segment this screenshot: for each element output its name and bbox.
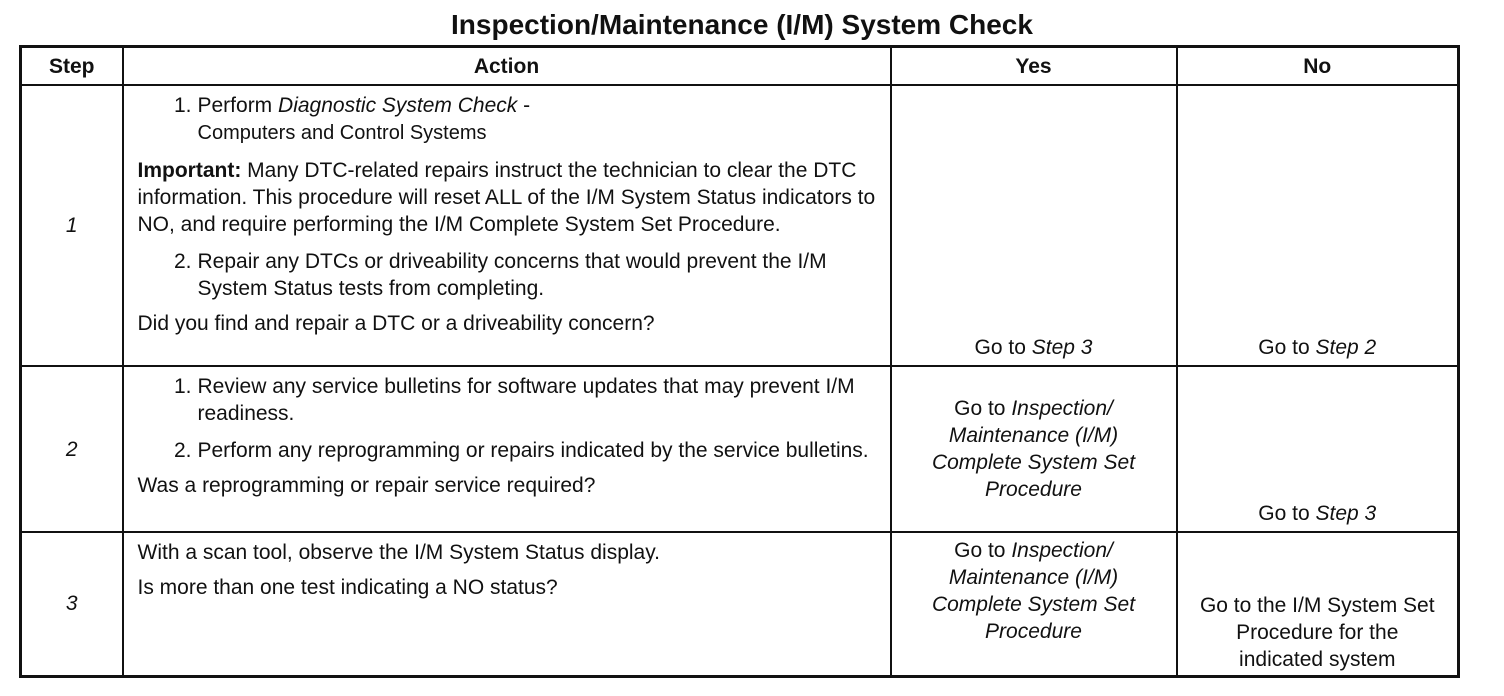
question-text: Did you find and repair a DTC or a driveability concern? [137,312,655,335]
item-number: 1. [173,375,192,398]
item-text: Perform [197,94,273,117]
item-text: Review any service bulletins for software updates that may prevent I/M readiness. [197,375,855,425]
item-subtext: Computers and Control Systems [197,122,487,144]
yes-text: Go to [954,539,1012,562]
action-cell [123,366,891,532]
list-item [138,92,880,147]
item-text-tail: - [517,94,531,117]
step-number: 3 [21,532,123,676]
table-row [21,85,1459,366]
no-link-text: Step 3 [1315,502,1377,525]
important-label: Important: [137,159,242,182]
list-item [138,437,880,464]
table-row [21,366,1459,532]
list-item [138,373,880,427]
list-item [138,248,880,302]
header-step: Step [21,47,123,86]
item-text: Perform any reprogramming or repairs indicated by the service bulletins. [197,439,869,462]
yes-text: Go to [954,397,1012,420]
page-title: Inspection/Maintenance (I/M) System Check [451,9,1033,40]
no-text: Go to [1258,336,1316,359]
yes-cell [891,366,1177,532]
item-link-text: Diagnostic System Check [278,94,518,117]
action-cell [123,532,891,676]
table-row [21,532,1459,676]
header-no: No [1177,47,1459,86]
important-note [138,157,880,238]
step-number: 2 [21,366,123,532]
action-text: With a scan tool, observe the I/M System Status display. [137,541,660,564]
no-cell [1177,366,1459,532]
question-text: Was a reprogramming or repair service required? [137,474,596,497]
yes-cell [891,85,1177,366]
no-cell [1177,85,1459,366]
yes-link-text: Step 3 [1031,336,1093,359]
yes-cell [891,532,1177,676]
item-number: 2. [173,250,192,273]
no-text: Go to the I/M System Set Procedure for the indicated system [1199,593,1435,671]
important-text: Many DTC-related repairs instruct the technician to clear the DTC information. This procedure will reset ALL of the I/M System Status indicators to NO, and require performing the I/M Complete System Set Procedure. [137,159,876,236]
item-number: 1. [173,94,192,117]
action-cell [123,85,891,366]
no-text: Go to [1258,502,1316,525]
yes-link-text: Inspection/ Maintenance (I/M) Complete System Set Procedure [931,397,1136,501]
step-number: 1 [21,85,123,366]
item-text: Repair any DTCs or driveability concerns that would prevent the I/M System Status tests from completing. [197,250,827,300]
question-text: Is more than one test indicating a NO status? [137,576,558,599]
header-row [21,47,1459,86]
item-number: 2. [173,439,192,462]
header-action: Action [123,47,891,86]
no-link-text: Step 2 [1315,336,1377,359]
header-yes: Yes [891,47,1177,86]
no-cell [1177,532,1459,676]
yes-link-text: Inspection/ Maintenance (I/M) Complete System Set Procedure [931,539,1136,643]
system-check-table [19,45,1460,678]
yes-text: Go to [974,336,1032,359]
